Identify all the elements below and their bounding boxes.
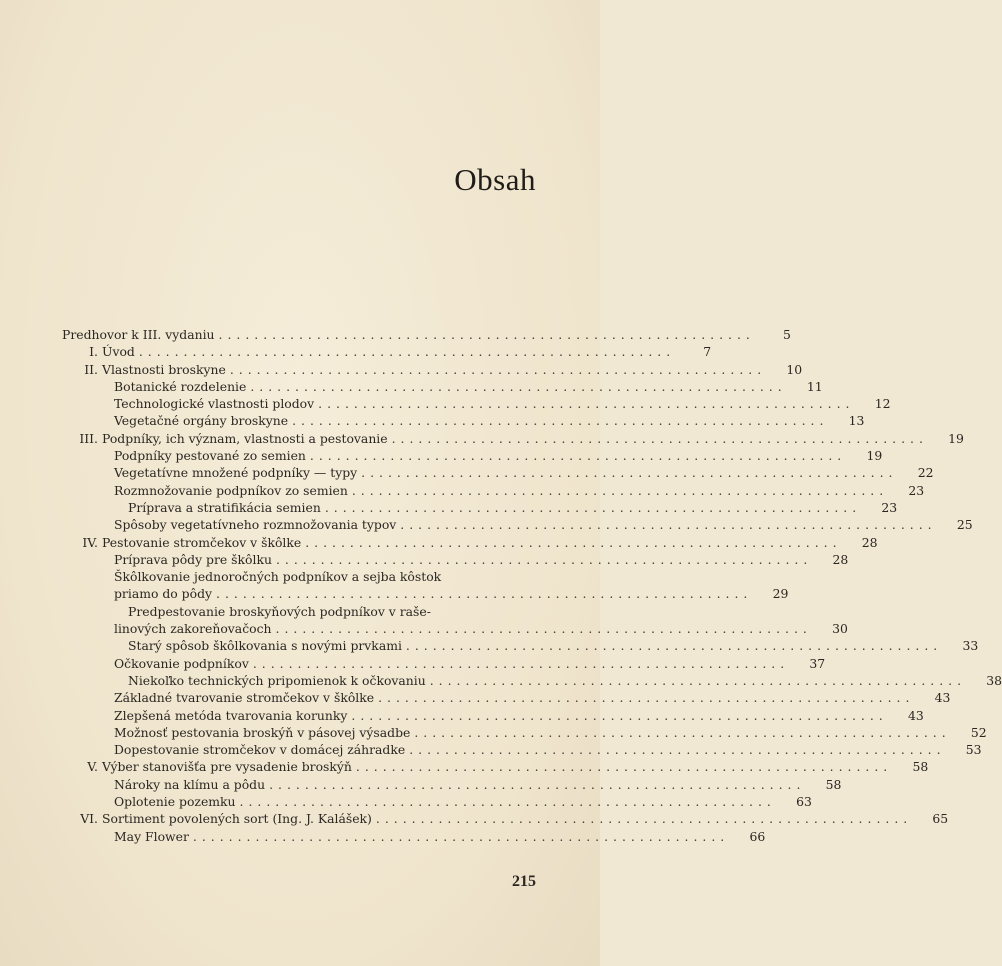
toc-entry-title: Niekoľko technických pripomienok k očkovaniu [128,672,426,688]
toc-entry[interactable] [62,343,712,360]
chapter-number: V. [87,759,98,775]
toc-page-number: 43 [934,690,951,706]
dot-leader: ............................................................ [429,672,967,688]
toc-entry-title: Rozmnožovanie podpníkov zo semien [114,482,348,498]
toc-page-number: 58 [825,776,842,792]
toc-page-number: 11 [806,378,823,394]
toc-entry[interactable] [62,793,812,810]
dot-leader: ............................................................ [391,430,928,446]
toc-page-number: 23 [881,499,898,515]
chapter-number: I. [89,344,98,360]
dot-leader: ............................................................ [409,742,946,758]
toc-entry[interactable] [62,378,823,395]
toc-entry[interactable] [62,499,898,516]
toc-entry[interactable] [62,516,973,533]
dot-leader: ............................................................ [218,327,755,342]
toc-entry[interactable] [62,430,964,447]
toc-entry-title: Možnosť pestovania broskýň v pásovej výsadbe [114,724,411,740]
toc-page-number: 66 [749,828,766,844]
toc-entry[interactable] [62,361,803,378]
toc-page-number: 19 [948,430,964,446]
page-number: 215 [512,873,536,890]
toc-entry-title: Predpestovanie broskyňových podpníkov v raše- [128,603,431,619]
toc-entry-title: Botanické rozdelenie [114,378,247,394]
dot-leader: ............................................................ [378,690,915,706]
dot-leader: ............................................................ [318,396,855,412]
toc-entry[interactable] [62,603,538,620]
dot-leader: ............................................................ [275,551,813,567]
toc-entry-title: linových zakoreňovačoch [114,621,272,637]
toc-entry[interactable] [62,776,842,793]
toc-page-number: 38 [986,672,1002,688]
dot-leader: ............................................................ [252,655,790,671]
toc-page-number: 58 [912,759,929,775]
toc-entry-title: priamo do pôdy [114,586,213,602]
toc-entry-title: Výber stanovišťa pre vysadenie broskýň [102,759,352,775]
toc-page-number: 37 [809,655,826,671]
toc-entry-title: Základné tvarovanie stromčekov v škôlke [114,690,375,706]
dot-leader: ............................................................ [216,586,753,602]
toc-entry-title: Technologické vlastnosti plodov [114,396,315,412]
toc-entry-title: Predhovor k III. vydaniu [62,327,215,342]
toc-page-number: 22 [917,465,934,481]
toc-entry-title: Sortiment povolených sort (Ing. J. Kalášek) [102,811,372,827]
toc-entry-title: Vegetačné orgány broskyne [114,413,289,429]
dot-leader: ............................................................ [351,482,889,498]
chapter-number: III. [79,430,98,446]
toc-entry[interactable] [62,741,982,758]
toc-entry-title: Očkovanie podpníkov [114,655,249,671]
toc-entry-title: Vegetatívne množené podpníky — typy [114,465,358,481]
toc-entry[interactable] [62,585,789,602]
chapter-number: IV. [82,534,98,550]
toc-entry[interactable] [62,568,538,585]
chapter-number: II. [84,361,98,377]
dot-leader: ............................................................ [292,413,829,429]
toc-page-number: 63 [796,794,812,810]
toc-entry[interactable] [62,395,891,412]
toc-entry-title: Dopestovanie stromčekov v domácej záhradke [114,742,406,758]
toc-page-number: 43 [907,707,924,723]
dot-leader: ............................................................ [351,707,888,723]
toc-page-number: 23 [908,482,925,498]
dot-leader: ............................................................ [138,344,676,360]
page-title: Obsah [454,162,536,197]
dot-leader: ............................................................ [309,448,847,464]
toc-entry[interactable] [62,810,949,827]
dot-leader: ............................................................ [269,776,806,792]
toc-entry[interactable] [62,724,987,741]
toc-page-number: 30 [832,621,848,637]
toc-entry-title: Pestovanie stromčekov v škôlke [102,534,302,550]
toc-entry-title: Zlepšená metóda tvarovania korunky [114,707,348,723]
toc-page-number: 12 [874,396,891,412]
toc-entry-title: Úvod [102,344,135,360]
toc-page-number: 19 [866,448,883,464]
toc-entry-title: May Flower [114,828,189,844]
toc-entry-title: Vlastnosti broskyne [102,361,226,377]
toc-entry[interactable] [62,637,979,654]
dot-leader: ............................................................ [324,499,862,515]
toc-page-number: 10 [786,361,803,377]
toc-entry[interactable] [62,551,849,568]
toc-entry[interactable] [62,534,878,551]
table-of-contents [62,326,1002,845]
toc-entry[interactable] [62,412,865,429]
toc-entry[interactable] [62,828,766,845]
toc-entry[interactable] [62,758,929,775]
toc-entry-title: Škôlkovanie jednoročných podpníkov a sejba kôstok [114,569,442,585]
toc-page-number: 28 [861,534,878,550]
toc-entry-title: Spôsoby vegetatívneho rozmnožovania typov [114,517,397,533]
toc-entry[interactable] [62,655,826,672]
toc-entry-title: Príprava pôdy pre škôlku [114,551,272,567]
toc-page-number: 33 [962,638,979,654]
toc-entry[interactable] [62,482,925,499]
dot-leader: ............................................................ [414,724,951,740]
dot-leader: ............................................................ [239,794,776,810]
toc-entry[interactable] [62,707,924,724]
toc-page-number: 53 [965,742,982,758]
toc-entry[interactable] [62,326,791,343]
toc-entry-title: Príprava a stratifikácia semien [128,499,321,515]
dot-leader: ............................................................ [229,361,767,377]
dot-leader: ............................................................ [405,638,943,654]
toc-page-number: 65 [932,811,949,827]
toc-page-number: 29 [772,586,789,602]
toc-page-number: 5 [782,327,791,342]
toc-page-number: 28 [832,551,849,567]
toc-entry[interactable] [62,672,1002,689]
toc-entry-title: Starý spôsob škôlkovania s novými prvkami [128,638,402,654]
toc-entry[interactable] [62,689,951,706]
toc-entry[interactable] [62,620,848,637]
dot-leader: ............................................................ [355,759,893,775]
dot-leader: ............................................................ [375,811,913,827]
toc-entry[interactable] [62,447,883,464]
toc-entry[interactable] [62,464,934,481]
toc-entry-title: Podpníky, ich význam, vlastnosti a pestovanie [102,430,388,446]
dot-leader: ............................................................ [192,828,730,844]
toc-entry-title: Oplotenie pozemku [114,794,236,810]
dot-leader: ............................................................ [250,378,787,394]
toc-page-number: 7 [703,344,712,360]
toc-entry-title: Nároky na klímu a pôdu [114,776,266,792]
toc-page-number: 25 [956,517,973,533]
chapter-number: VI. [80,811,98,827]
toc-entry-title: Podpníky pestované zo semien [114,448,306,464]
dot-leader: ............................................................ [275,621,812,637]
toc-page-number: 52 [970,724,987,740]
dot-leader: ............................................................ [361,465,898,481]
dot-leader: ............................................................ [305,534,842,550]
dot-leader: ............................................................ [400,517,937,533]
toc-page-number: 13 [848,413,865,429]
